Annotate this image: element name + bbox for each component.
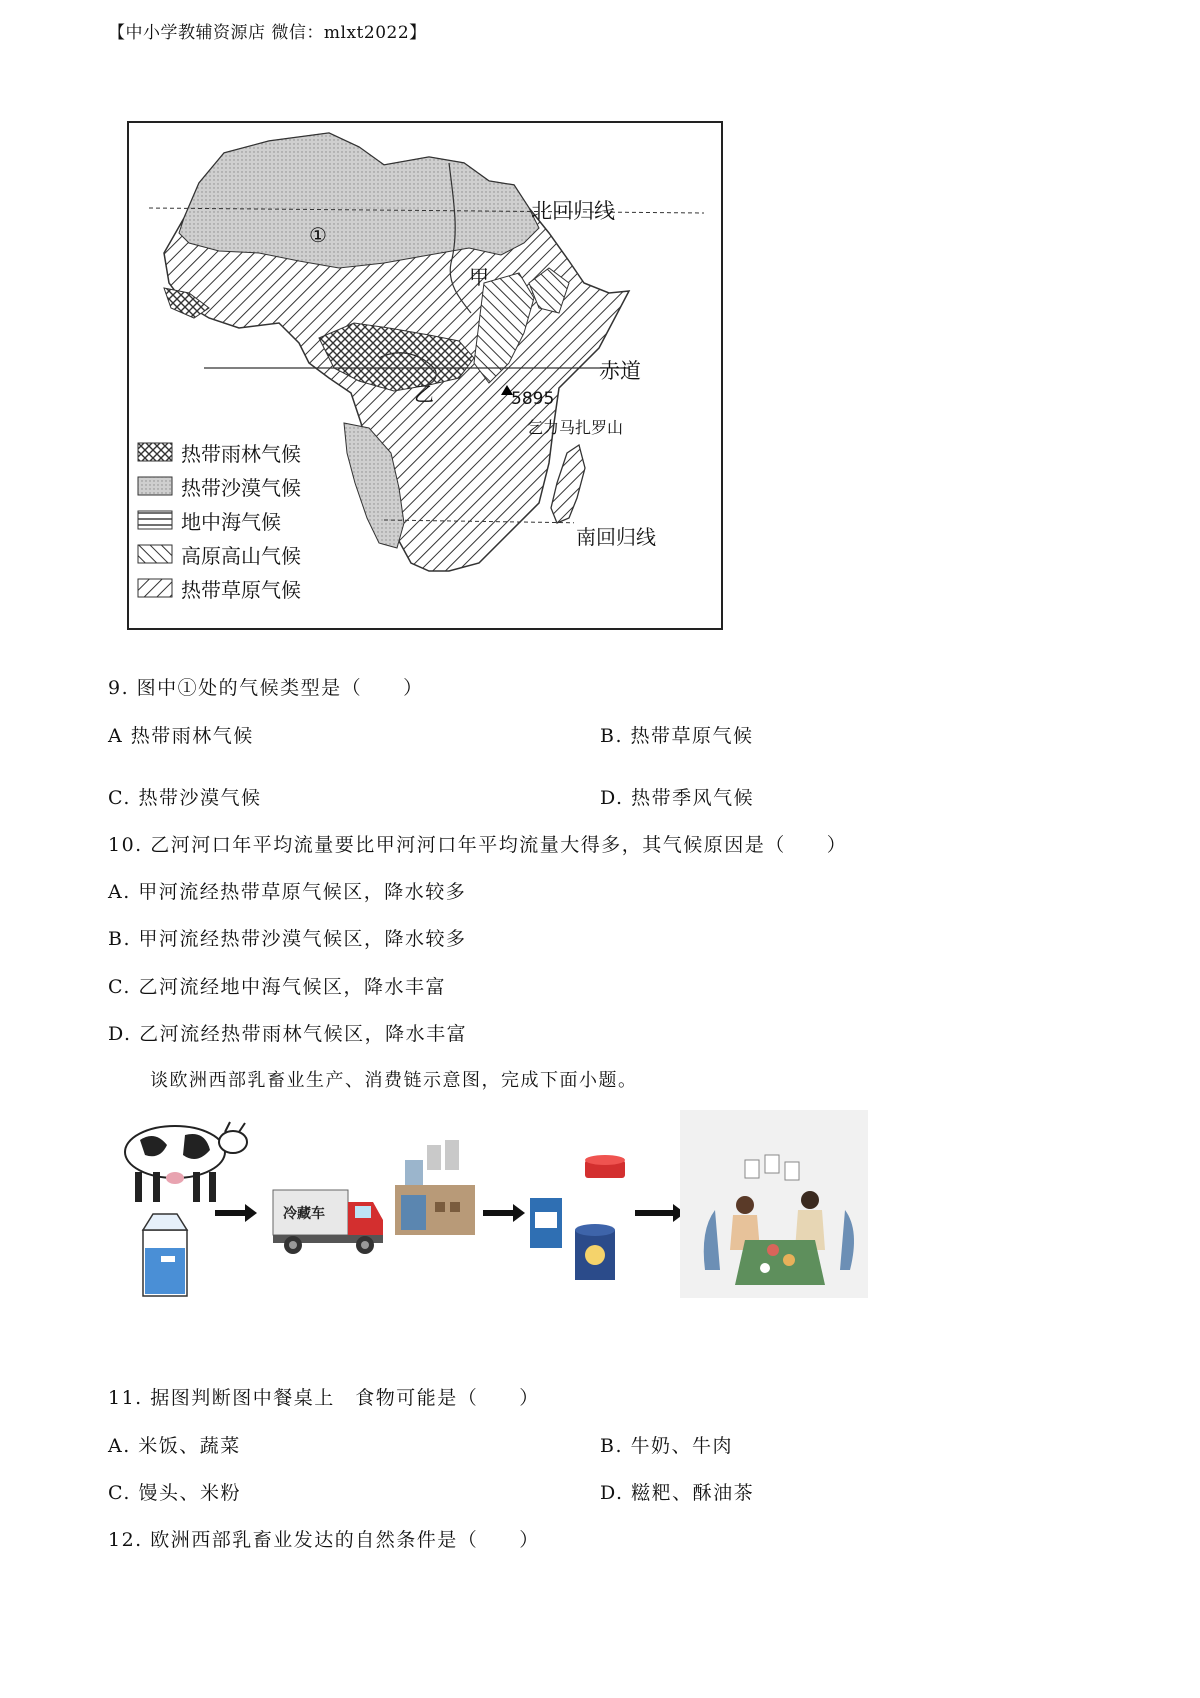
question-12-stem: 12. 欧洲西部乳畜业发达的自然条件是（ ） [108,1529,540,1551]
label-river-jia: 甲 [469,265,489,289]
question-10-stem: 10. 乙河河口年平均流量要比甲河河口年平均流量大得多，其气候原因是（ ） [108,834,848,856]
arrow-icon [483,1204,525,1222]
q10-option-c[interactable]: C. 乙河流经地中海气候区，降水丰富 [108,976,446,998]
arrow-icon [215,1204,257,1222]
q9-option-a[interactable]: A 热带雨林气候 [108,725,254,747]
label-point-1: ① [309,223,327,247]
legend-label: 热带雨林气候 [181,441,301,466]
label-peak-name: 乞力马扎罗山 [527,418,624,437]
madagascar [551,445,585,523]
question-9-stem: 9. 图中①处的气候类型是（ ） [108,677,424,699]
q11-option-c[interactable]: C. 馒头、米粉 [108,1482,241,1504]
dairy-products-icon [530,1155,625,1280]
milk-carton-icon [143,1214,187,1296]
page-header: 【中小学教辅资源店 微信：mlxt2022】 [108,23,427,43]
truck-label: 冷藏车 [283,1206,325,1222]
label-tropic-of-capricorn: 南回归线 [574,521,658,550]
legend-item [137,469,301,503]
q10-option-d[interactable]: D. 乙河流经热带雨林气候区，降水丰富 [108,1023,468,1045]
legend-item [137,571,301,605]
label-peak-elevation: 5895 [511,389,555,409]
q11-option-b[interactable]: B. 牛奶、牛肉 [600,1435,734,1457]
label-river-yi: 乙 [414,382,434,406]
section-intro: 谈欧洲西部乳畜业生产、消费链示意图，完成下面小题。 [150,1070,638,1091]
factory-icon [395,1140,475,1235]
sahara-desert-zone [179,133,539,268]
dairy-chain-illustration [105,1110,945,1320]
q10-option-b[interactable]: B. 甲河流经热带沙漠气候区，降水较多 [108,928,467,950]
q10-option-a[interactable]: A. 甲河流经热带草原气候区，降水较多 [108,881,467,903]
arrow-icon [635,1204,685,1222]
map-legend [137,435,301,605]
crosshatch-swatch-icon [137,442,173,462]
q11-option-a[interactable]: A. 米饭、蔬菜 [108,1435,241,1457]
label-equator: 赤道 [599,359,641,383]
horizontal-swatch-icon [137,510,173,530]
legend-label: 热带沙漠气候 [181,475,301,500]
question-11-stem: 11. 据图判断图中餐桌上 食物可能是（ ） [108,1387,540,1409]
cow-icon [125,1122,247,1202]
dairy-chain-drawing [105,1110,945,1320]
q9-option-d[interactable]: D. 热带季风气候 [600,787,755,809]
slash-swatch-icon [137,578,173,598]
q11-option-d[interactable]: D. 糍粑、酥油茶 [600,1482,755,1504]
legend-item [137,503,301,537]
q9-option-c[interactable]: C. 热带沙漠气候 [108,787,262,809]
dots-swatch-icon [137,476,173,496]
legend-label: 地中海气候 [181,509,281,534]
label-tropic-of-cancer: 北回归线 [531,199,615,223]
backslash-swatch-icon [137,544,173,564]
legend-label: 高原高山气候 [181,543,301,568]
legend-label: 热带草原气候 [181,577,301,602]
africa-climate-map [127,121,723,630]
q9-option-b[interactable]: B. 热带草原气候 [600,725,754,747]
legend-item [137,537,301,571]
legend-item [137,435,301,469]
dining-scene-icon [680,1110,868,1298]
